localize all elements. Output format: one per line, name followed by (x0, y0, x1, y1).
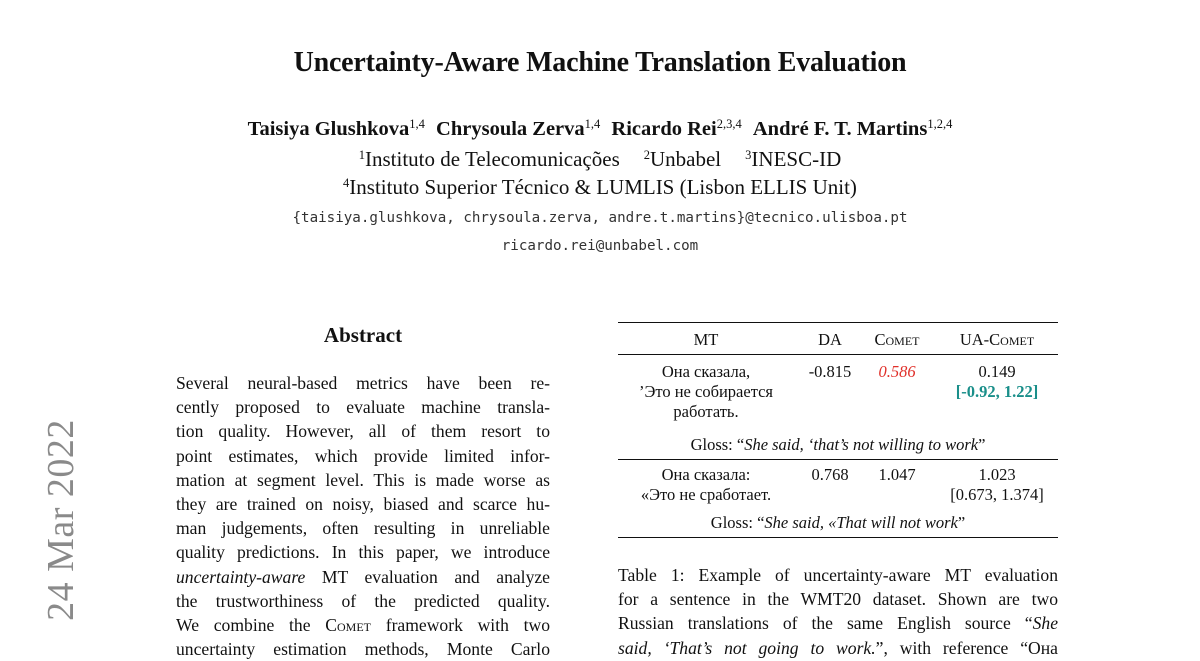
author-name: André F. T. Martins$^{1,2,4}$ (752, 117, 953, 140)
mt-translation: Она сказала: «Это не сработает. (640, 465, 772, 504)
author-name: Taisiya Glushkova$^{1,4}$ (247, 117, 425, 140)
abstract-line: quality predictions. In this paper, we introduce (176, 542, 550, 563)
table-row (618, 355, 1058, 430)
author-list (0, 117, 1200, 141)
da-score: 0.768 (811, 465, 849, 484)
table-row (618, 460, 1058, 508)
abstract-line: tion quality. However, all of them resort to (176, 421, 550, 442)
abstract-line: We combine the Comet framework with two (176, 615, 550, 636)
email-line-1: {taisiya.glushkova, chrysoula.zerva, andre.t.martins}@tecnico.ulisboa.pt (292, 210, 908, 226)
arxiv-date-stamp (40, 415, 82, 625)
abstract-heading: Abstract (323, 323, 403, 347)
header-mt: MT (693, 330, 719, 349)
caption-line: Russian translations of the same English source “She (618, 613, 1058, 634)
header-comet: Comet (874, 330, 920, 349)
abstract-line: they are trained on noisy, biased and scarce hu- (176, 494, 550, 515)
table-header-row (618, 323, 1058, 354)
caption-line: for a sentence in the WMT20 dataset. Shown are two (618, 589, 1058, 610)
comet-score: 0.586 (878, 362, 916, 381)
abstract-line: cently proposed to evaluate machine transla- (176, 397, 550, 418)
confidence-interval: [0.673, 1.374] (950, 485, 1044, 504)
abstract-line: uncertainty-aware MT evaluation and analyze (176, 566, 550, 587)
caption-line: Table 1: Example of uncertainty-aware MT evaluation (618, 565, 1058, 585)
email-line-2: ricardo.rei@unbabel.com (501, 238, 699, 254)
arxiv-date-text: 24 Mar 2022 (40, 419, 82, 621)
gloss-line: Gloss: “She said, «That will not work” (710, 513, 966, 532)
abstract-body (176, 371, 550, 661)
header-ua-comet: UA-Comet (959, 330, 1035, 349)
author-name: Ricardo Rei$^{2,3,4}$ (611, 117, 742, 140)
mt-translation: Она сказала, ’Это не собирается работать. (638, 362, 774, 421)
abstract-line: uncertainty estimation methods, Monte Carlo (176, 639, 550, 660)
da-score: -0.815 (808, 362, 852, 381)
comet-score: 1.047 (878, 465, 916, 484)
abstract-line: man judgements, often resulting in unreliable (176, 518, 550, 539)
ua-comet-score: 0.149 [-0.92, 1.22] (936, 362, 1058, 402)
abstract-line: the trustworthiness of the predicted quality. (176, 590, 550, 611)
header-da: DA (818, 330, 842, 349)
gloss-line: Gloss: “She said, ‘that’s not willing to work” (690, 435, 986, 454)
abstract-line: mation at segment level. This is made worse as (176, 469, 550, 490)
confidence-interval: [-0.92, 1.22] (955, 382, 1039, 401)
abstract-line: Several neural-based metrics have been re- (176, 373, 550, 393)
author-name: Chrysoula Zerva$^{1,4}$ (436, 117, 601, 140)
example-table (618, 322, 1058, 538)
affiliation-line-1: $^1$Instituto de Telecomunicações $^2$Unbabel $^3$INESC-ID (358, 147, 842, 171)
abstract-line: point estimates, which provide limited infor- (176, 445, 550, 466)
caption-line: said, ‘That’s not going to work.”, with reference “Она (618, 637, 1058, 658)
ua-comet-score: 1.023 [0.673, 1.374] (936, 465, 1058, 505)
table-caption (618, 563, 1058, 660)
affiliation-line-2: $^4$Instituto Superior Técnico & LUMLIS (Lisbon ELLIS Unit) (343, 175, 857, 199)
paper-title: Uncertainty-Aware Machine Translation Evaluation (293, 47, 907, 78)
